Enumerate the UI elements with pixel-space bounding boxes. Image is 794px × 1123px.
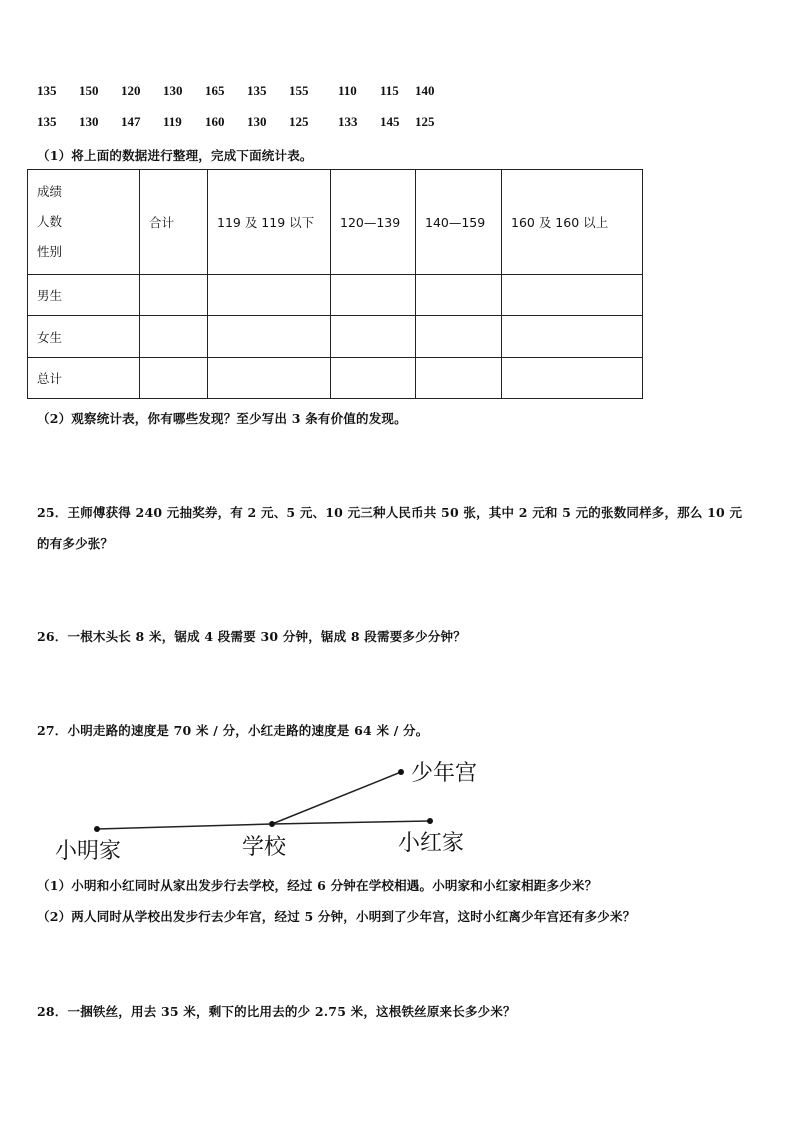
q27-part1: （1）小明和小红同时从家出发步行去学校，经过 6 分钟在学校相遇。小明家和小红家相距多少米？ xyxy=(37,878,598,893)
data-value: 130 xyxy=(163,83,183,98)
point-youth-palace xyxy=(398,769,404,775)
data-value: 110 xyxy=(338,83,357,98)
q26-text: 26．一根木头长 8 米，锯成 4 段需要 30 分钟，锯成 8 段需要多少分钟？ xyxy=(37,629,466,644)
q25-line1: 25．王师傅获得 240 元抽奖券，有 2 元、5 元、10 元三种人民币共 50 张，其中 2 元和 5 元的张数同样多，那么 10 元 xyxy=(37,505,743,520)
data-value: 130 xyxy=(79,114,99,129)
header-cell: 120—139 xyxy=(331,170,416,275)
header-cell: 合计 xyxy=(140,170,208,275)
point-xiaohong-home xyxy=(427,818,433,824)
point-school xyxy=(269,821,275,827)
data-value: 119 xyxy=(163,114,182,129)
data-value: 140 xyxy=(415,83,435,98)
q27-text: 27．小明走路的速度是 70 米 / 分，小红走路的速度是 64 米 / 分。 xyxy=(37,723,429,738)
data-value: 135 xyxy=(37,83,57,98)
q28-text: 28．一捆铁丝，用去 35 米，剩下的比用去的少 2.75 米，这根铁丝原来长多少米？ xyxy=(37,1004,516,1019)
point-xiaoming-home xyxy=(94,826,100,832)
data-value: 120 xyxy=(121,83,141,98)
row-label: 女生 xyxy=(28,316,140,358)
q25-line2: 的有多少张？ xyxy=(37,536,114,551)
data-value: 135 xyxy=(37,114,57,129)
q24-part2: （2）观察统计表，你有哪些发现？至少写出 3 条有价值的发现。 xyxy=(37,411,407,426)
label-youth-palace: 少年宫 xyxy=(411,761,478,786)
label-xiaohong-home: 小红家 xyxy=(398,831,465,856)
data-value: 135 xyxy=(247,83,267,98)
route-line-school-xiaohong xyxy=(272,821,430,824)
q24-part1: （1）将上面的数据进行整理，完成下面统计表。 xyxy=(37,148,313,163)
data-value: 133 xyxy=(338,114,358,129)
data-value: 150 xyxy=(79,83,99,98)
corner-label: 人数 xyxy=(37,214,63,229)
q27-part2: （2）两人同时从学校出发步行去少年宫，经过 5 分钟，小明到了少年宫，这时小红离少年宫还有多少米？ xyxy=(37,909,636,924)
route-line-school-palace xyxy=(272,772,401,824)
label-school: 学校 xyxy=(242,835,287,860)
corner-label: 性别 xyxy=(37,244,63,259)
data-value: 125 xyxy=(415,114,435,129)
route-line-xiaoming-school xyxy=(97,824,272,829)
label-xiaoming-home: 小明家 xyxy=(55,839,122,864)
corner-label: 成绩 xyxy=(37,184,63,199)
row-label: 男生 xyxy=(28,275,140,316)
data-value: 130 xyxy=(247,114,267,129)
data-value: 165 xyxy=(205,83,225,98)
data-value: 145 xyxy=(380,114,400,129)
row-label: 总计 xyxy=(28,358,140,399)
header-cell: 160 及 160 以上 xyxy=(502,170,643,275)
data-value: 115 xyxy=(380,83,399,98)
data-value: 125 xyxy=(289,114,309,129)
data-value: 155 xyxy=(289,83,309,98)
data-value: 160 xyxy=(205,114,225,129)
data-value: 147 xyxy=(121,114,141,129)
header-cell: 140—159 xyxy=(416,170,502,275)
header-cell: 119 及 119 以下 xyxy=(208,170,331,275)
